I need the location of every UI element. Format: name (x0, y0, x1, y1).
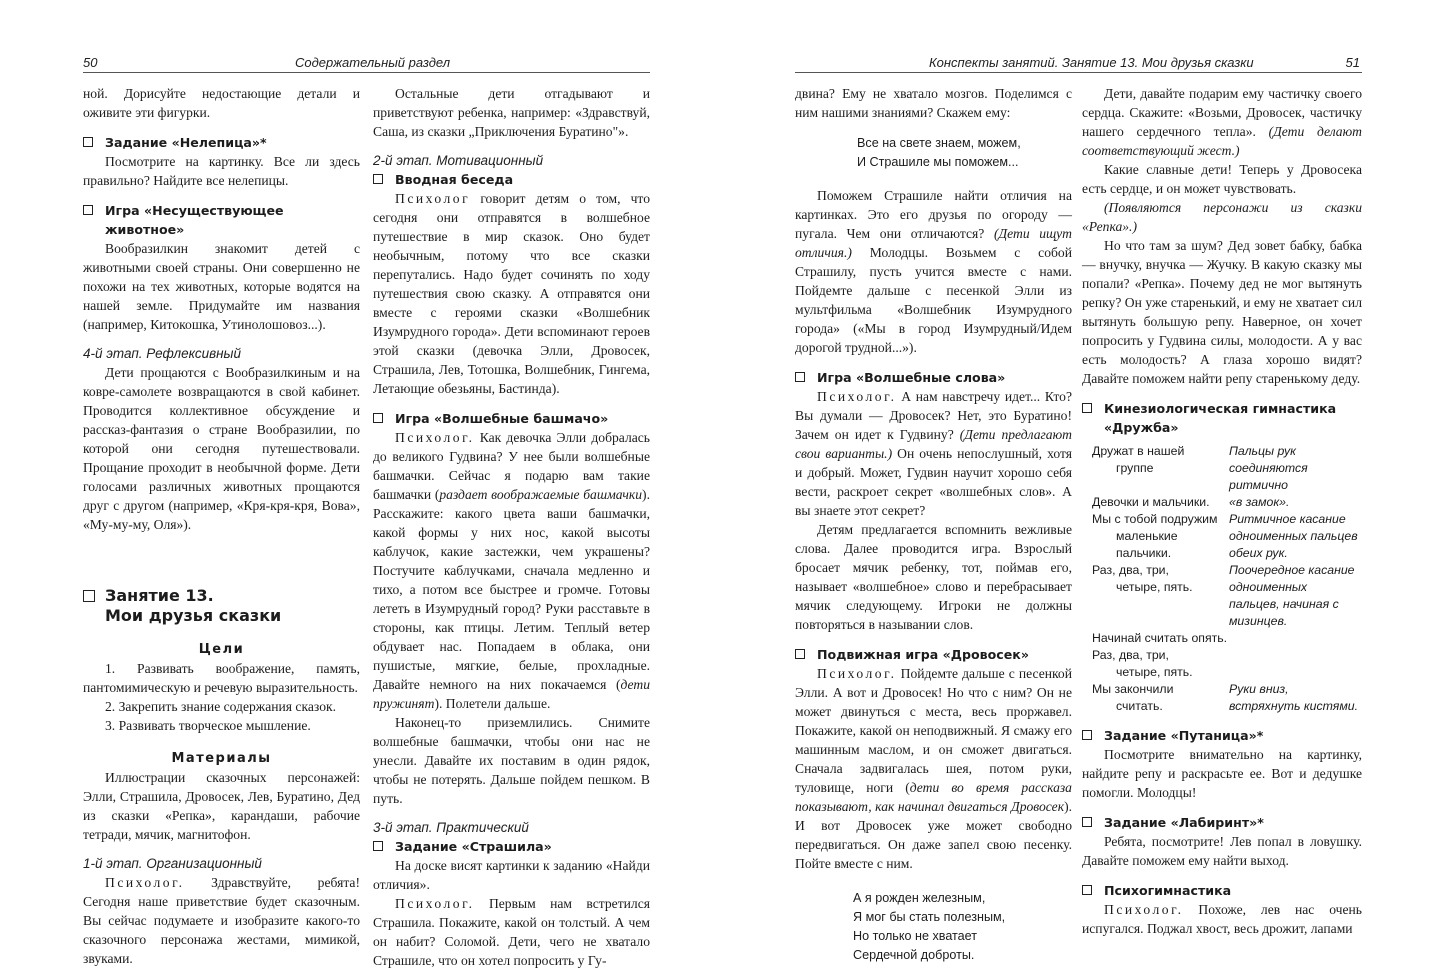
checkbox-square-icon (373, 174, 383, 184)
running-title: Содержательный раздел (295, 55, 451, 70)
section-heading: Кинезиологическая гимнастика «Дружба» (1082, 399, 1362, 437)
section-heading: Задание «Путаница»* (1082, 726, 1362, 745)
section-heading: Задание «Лабиринт»* (1082, 813, 1362, 832)
goal-item: 1. Развивать воображение, память, пантомимическую и речевую выразительность. (83, 661, 360, 695)
paragraph: Психолог. А нам навстречу идет... Кто? Вы думали — Дровосек? Нет, это Буратино! Зачем он идет к Гудвину? (Дети предлагают свои варианты.) Он очень непослушный, хотя и добрый. Может, Гудвин научит хорошо себя вести, раскроет секрет «волшебных слов». А вы знаете этот секрет? (795, 389, 1072, 518)
checkbox-square-icon (83, 137, 93, 147)
paragraph: На доске висят картинки к заданию «Найди отличия». (373, 858, 650, 892)
lesson-title: Занятие 13. Мои друзья сказки (83, 586, 360, 626)
paragraph: Дети, давайте подарим ему частичку своего сердца. Скажите: «Возьми, Дровосек, частичку нашего сердечного тепла». (Дети делают соответствующий жест.) (1082, 86, 1362, 158)
checkbox-square-icon (1082, 403, 1092, 413)
section-heading: Задание «Нелепица»* (83, 133, 360, 152)
checkbox-square-icon (795, 649, 805, 659)
paragraph: Посмотрите внимательно на картинку, найдите репу и раскрасьте ее. Вот и дедушке помогли. Молодцы! (1082, 747, 1362, 800)
page-header (83, 52, 650, 73)
paragraph: Психолог. Похоже, лев нас очень испугался. Поджал хвост, весь дрожит, лапами (1082, 902, 1362, 936)
left-page (83, 52, 650, 968)
paragraph: Психолог. Здравствуйте, ребята! Сегодня наше приветствие будет сказочным. Вы сейчас подумаете и изобразите какого-то сказочного персонажа жестами, мимикой, звуками. (83, 875, 360, 966)
paragraph: Поможем Страшиле найти отличия на картинках. Это его друзья по огороду — пугала. Чем они отличаются? (Дети ищут отличия.) Молодцы. Возьмем с собой Страшилу, пусть учится вместе с нами. Пойдемте дальше с песенкой Элли из мультфильма «Волшебник Изумрудного города» («Мы в город Изумрудный/Идем дорогой трудной...»). (795, 188, 1072, 355)
section-heading: Подвижная игра «Дровосек» (795, 645, 1072, 664)
left-column-2 (373, 84, 650, 970)
poem: Все на свете знаем, можем, И Страшиле мы поможем... (857, 136, 1021, 169)
paragraph: двина? Ему не хватало мозгов. Поделимся с ним нашими знаниями? Скажем ему: (795, 86, 1072, 120)
section-heading: Игра «Несуществующее животное» (83, 201, 360, 239)
goals-heading: Цели (198, 642, 245, 657)
materials-heading: Материалы (171, 751, 272, 766)
page-header (795, 52, 1362, 73)
paragraph: Ребята, посмотрите! Лев попал в ловушку. Давайте поможем ему найти выход. (1082, 834, 1362, 868)
checkbox-square-icon (83, 590, 95, 602)
paragraph: Посмотрите на картинку. Все ли здесь правильно? Найдите все нелепицы. (83, 154, 360, 188)
speaker: Психолог. (817, 666, 897, 681)
paragraph: Иллюстрации сказочных персонажей: Элли, Страшила, Дровосек, Лев, Буратино, Дед из сказки «Репка», карандаши, рабочие тетради, мячик, магнитофон. (83, 770, 360, 842)
exercise-table: Дружат в нашей группе Пальцы рук соединяются ритмично Девочки и мальчики. «в замок». Мы с тобой подружим маленькие пальчики. Ритмичное касание одноименных пальцев обеих рук. Раз, два, три, четыре, пять. Поочередное касание одноименных пальцев, начиная с мизинцев. Начинай считать опять. Раз, два, три, четыре, пять. Мы закончили считать. Руки вниз, встряхнуть кистями. (1092, 444, 1359, 713)
section-heading: Игра «Волшебные башмачо» (373, 409, 650, 428)
paragraph: Психолог. Первым нам встретился Страшила. Покажите, какой он толстый. А чем он набит? Соломой. Дети, чего не хватало Страшиле, что он хотел попросить у Гу- (373, 896, 650, 968)
checkbox-square-icon (1082, 817, 1092, 827)
speaker: Психолог. (1104, 902, 1184, 917)
checkbox-square-icon (1082, 730, 1092, 740)
paragraph: Какие славные дети! Теперь у Дровосека есть сердце, и он может чувствовать. (1082, 162, 1362, 196)
goal-item: 3. Развивать творческое мышление. (105, 718, 311, 733)
speaker: Психолог. (395, 430, 475, 445)
stage-heading: 4-й этап. Рефлексивный (83, 346, 241, 361)
section-heading: Игра «Волшебные слова» (795, 368, 1072, 387)
checkbox-square-icon (373, 841, 383, 851)
paragraph: Остальные дети отгадывают и приветствуют ребенка, например: «Здравствуй, Саша, из сказки „Приключения Буратино"». (373, 86, 650, 139)
speaker: Психолог (395, 191, 471, 206)
checkbox-square-icon (373, 413, 383, 423)
right-column-2 (1082, 84, 1362, 938)
paragraph: Наконец-то приземлились. Снимите волшебные башмачки, чтобы они нас не унесли. Давайте их поставим в один рядок, чтобы не потерять. Дальше пойдем пешком. В путь. (373, 715, 650, 806)
checkbox-square-icon (795, 372, 805, 382)
right-column-1 (795, 84, 1072, 965)
right-page (795, 52, 1362, 962)
paragraph: Дети прощаются с Вообразилкиным и на ковре-самолете возвращаются в свой кабинет. Проводится коллективное обсуждение и рассказ-фантазия о стране Вообразилии, по которой они сегодня путешествовали. Прощание проходит в необычной форме. Дети голосами различных животных прощаются друг с другом (например, «Кря-кря-кря, Вова», «Му-му-му, Оля»). (83, 365, 360, 532)
checkbox-square-icon (1082, 885, 1092, 895)
paragraph: Но что там за шум? Дед зовет бабку, бабка — внучку, внучка — Жучку. В какую сказку мы попали? «Репка». Почему дед не мог вытянуть репку? Он уже старенький, и ему не хватает сил вытянуть большую репу. Наверное, он хочет попросить у Гудвина силы, молодости. А у вас есть молодость? А глаза хорошо видят? Давайте поможем найти репу старенькому деду. (1082, 238, 1362, 386)
paragraph: (Появляются персонажи из сказки «Репка».) (1082, 200, 1362, 234)
paragraph: Детям предлагается вспомнить вежливые слова. Далее проводится игра. Взрослый бросает мячик ребенку, тот, поймав его, называет «волшебное» слово и перебрасывает мячик следующему. Игроки не должны повторяться в назывании слов. (795, 522, 1072, 632)
stage-heading: 1-й этап. Организационный (83, 856, 262, 871)
paragraph: Психолог говорит детям о том, что сегодня они отправятся в волшебное путешествие в мир сказок. Оно будет необычным, потому что все сказки перепутались. Надо будет сочинять по ходу путешествия свою сказку. А отправятся они вместе с героями сказки «Волшебник Изумрудного города». Дети вспоминают героев этой сказки (девочка Элли, Дровосек, Страшила, Лев, Тотошка, Волшебник, Гингема, Летающие обезьяны, Бастинда). (373, 191, 650, 396)
speaker: Психолог. (395, 896, 475, 911)
paragraph: ной. Дорисуйте недостающие детали и оживите эти фигурки. (83, 86, 360, 120)
paragraph: Вообразилкин знакомит детей с животными своей страны. Они совершенно не похожи на тех животных, которые водятся на нашей земле. Придумайте им названия (например, Китокошка, Утинолошовоз...). (83, 241, 360, 332)
stage-heading: 2-й этап. Мотивационный (373, 153, 544, 168)
section-heading: Задание «Страшила» (373, 837, 650, 856)
running-title: Конспекты занятий. Занятие 13. Мои друзья сказки (929, 55, 1254, 70)
section-heading: Вводная беседа (373, 170, 650, 189)
poem: А я рожден железным, Я мог бы стать полезным, Но только не хватает Сердечной доброты. (853, 891, 1006, 962)
page-number: 50 (83, 55, 98, 70)
goal-item: 2. Закрепить знание содержания сказок. (105, 699, 336, 714)
left-column-1 (83, 84, 360, 968)
stage-heading: 3-й этап. Практический (373, 820, 529, 835)
paragraph: Психолог. Как девочка Элли добралась до великого Гудвина? У нее были волшебные башмачки. Сейчас я подарю вам такие башмачки (раздает воображаемые башмачки). Расскажите: какого цвета ваши башмачки, какой формы у них нос, какой высоты каблучок, какие застежки, чем украшены? Постучите каблучками, сначала медленно и тихо, а потом все быстрее и громче. Готовы лететь в Изумрудный город? Руки расставьте в стороны, как птицы. Летим. Теплый ветер обдувает нас. Попадаем в облака, они пушистые, мягкие, белые, прохладные. Давайте немного на них покачаемся (дети пружинят). Полетели дальше. (373, 430, 650, 711)
section-heading: Психогимнастика (1082, 881, 1362, 900)
checkbox-square-icon (83, 205, 93, 215)
paragraph: Психолог. Пойдемте дальше с песенкой Элли. А вот и Дровосек! Но что с ним? Он не может двинуться с места, весь проржавел. Покажите, какой он неподвижный. Я смажу его машинным маслом, и он сможет двигаться. Сначала задвигалась шея, потом руки, туловище, ноги (дети во время рассказа показывают, как начинал двигаться Дровосек). И вот Дровосек уже может свободно передвигаться. Он даже запел свою песенку. Пойте вместе с ним. (795, 666, 1072, 871)
speaker: Психолог. (105, 875, 185, 890)
speaker: Психолог. (817, 389, 897, 404)
page-number: 51 (1345, 55, 1360, 70)
